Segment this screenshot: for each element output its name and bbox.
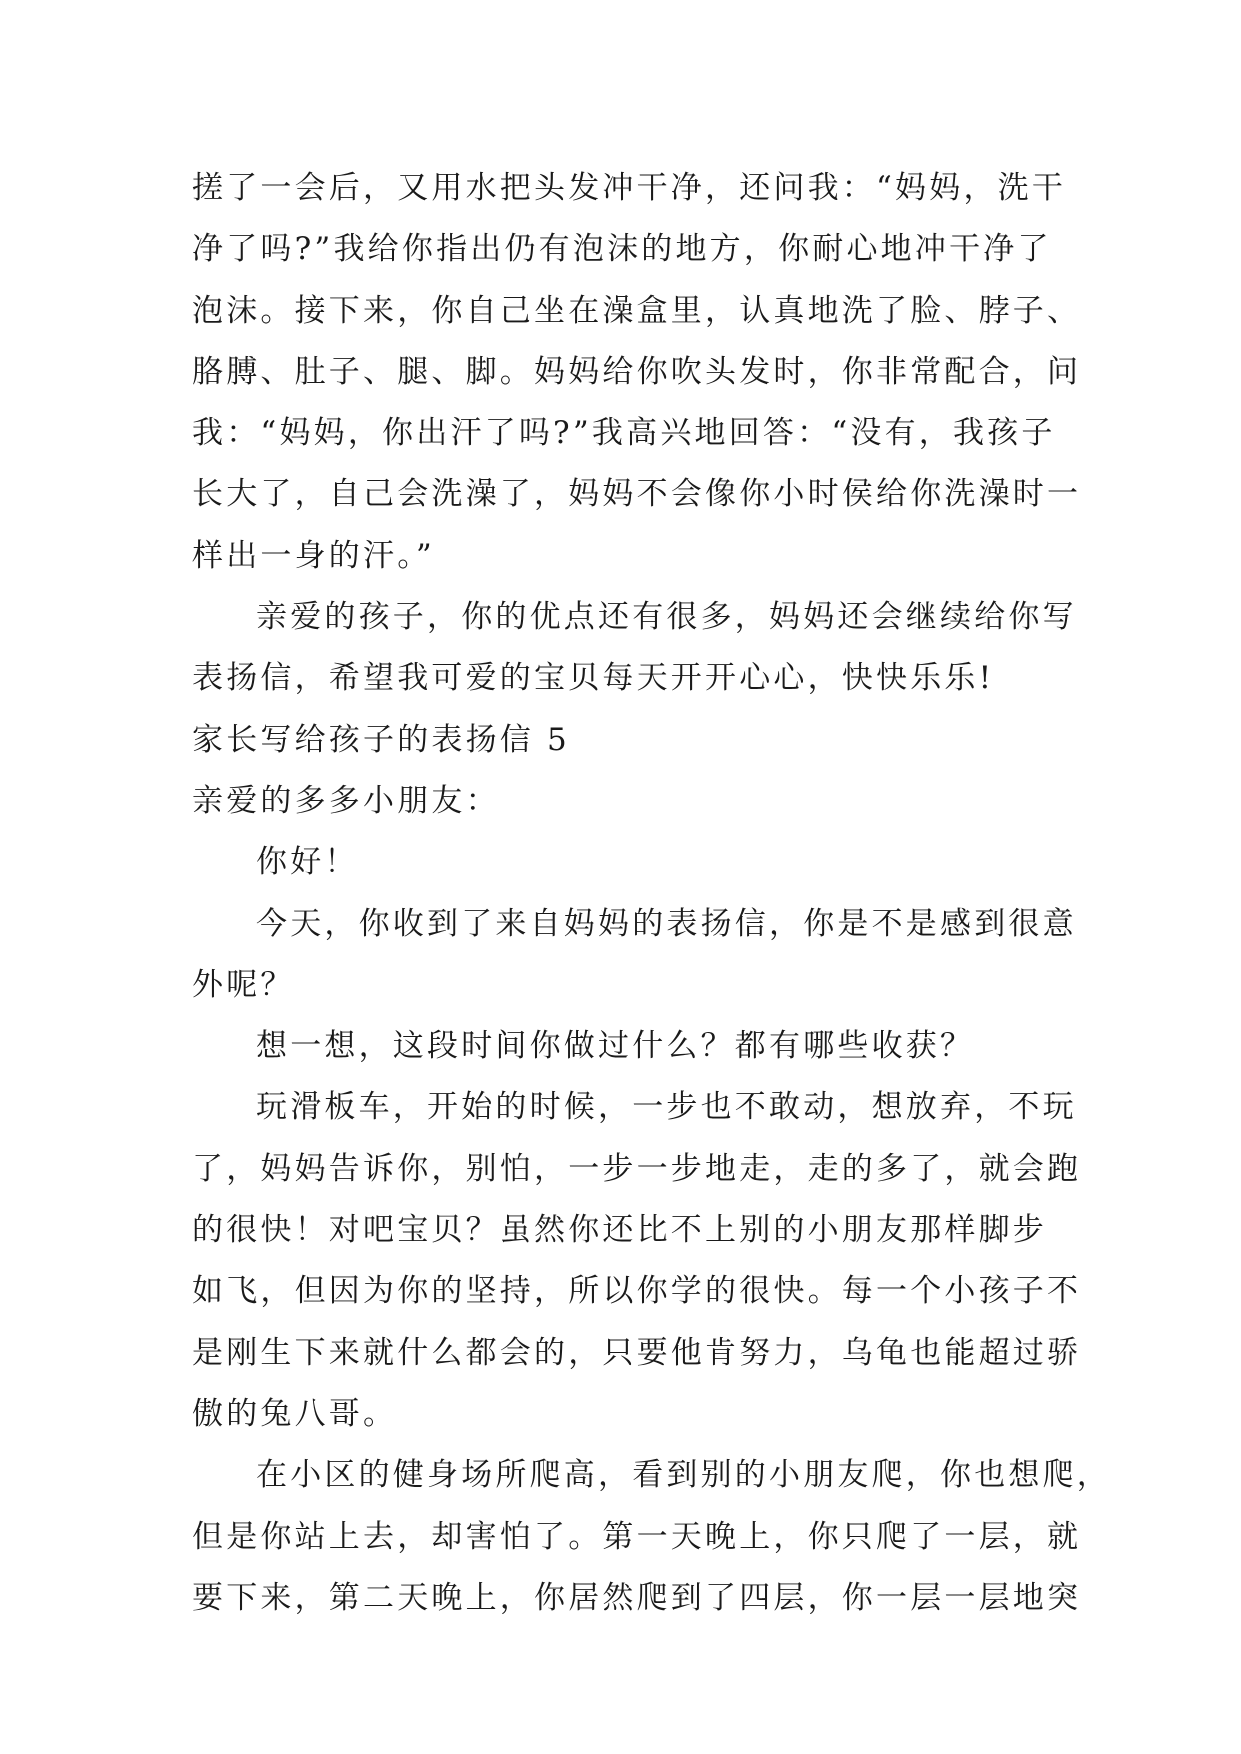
letter-greeting: 你好！ (256, 844, 359, 881)
paragraph-start-line: 想一想，这段时间你做过什么？都有哪些收获？ (256, 1028, 975, 1065)
text-line: 的很快！对吧宝贝？虽然你还比不上别的小朋友那样脚步 (192, 1212, 1047, 1249)
text-line: 我：“妈妈，你出汗了吗?”我高兴地回答：“没有，我孩子 (192, 415, 1056, 452)
section-heading: 家长写给孩子的表扬信 5 (192, 721, 570, 758)
letter-salutation: 亲爱的多多小朋友： (192, 782, 500, 819)
text-line: 了，妈妈告诉你，别怕，一步一步地走，走的多了，就会跑 (192, 1150, 1082, 1187)
text-line: 外呢？ (192, 966, 295, 1003)
paragraph-start-line: 亲爱的孩子，你的优点还有很多，妈妈还会继续给你写 (256, 599, 1077, 636)
text-line: 长大了，自己会洗澡了，妈妈不会像你小时侯给你洗澡时一 (192, 476, 1082, 513)
text-line: 表扬信，希望我可爱的宝贝每天开开心心，快快乐乐! (192, 660, 995, 697)
paragraph-start-line: 在小区的健身场所爬高，看到别的小朋友爬，你也想爬， (256, 1457, 1111, 1494)
text-line: 净了吗?”我给你指出仍有泡沫的地方，你耐心地冲干净了 (192, 231, 1052, 268)
document-body (192, 158, 1111, 1629)
text-line: 胳膊、肚子、腿、脚。妈妈给你吹头发时，你非常配合，问 (192, 353, 1082, 390)
text-line: 样出一身的汗。” (192, 537, 435, 574)
text-line: 泡沫。接下来，你自己坐在澡盒里，认真地洗了脸、脖子、 (192, 292, 1082, 329)
text-line: 傲的兔八哥。 (192, 1395, 398, 1432)
text-line: 搓了一会后，又用水把头发冲干净，还问我：“妈妈，洗干 (192, 170, 1067, 206)
text-line: 要下来，第二天晚上，你居然爬到了四层，你一层一层地突 (192, 1579, 1082, 1616)
text-line: 但是你站上去，却害怕了。第一天晚上，你只爬了一层，就 (192, 1518, 1082, 1555)
text-line: 是刚生下来就什么都会的，只要他肯努力，乌龟也能超过骄 (192, 1334, 1082, 1371)
paragraph-start-line: 玩滑板车，开始的时候，一步也不敢动，想放弃，不玩 (256, 1089, 1077, 1126)
text-line: 如飞，但因为你的坚持，所以你学的很快。每一个小孩子不 (192, 1273, 1082, 1310)
paragraph-start-line: 今天，你收到了来自妈妈的表扬信，你是不是感到很意 (256, 905, 1077, 942)
